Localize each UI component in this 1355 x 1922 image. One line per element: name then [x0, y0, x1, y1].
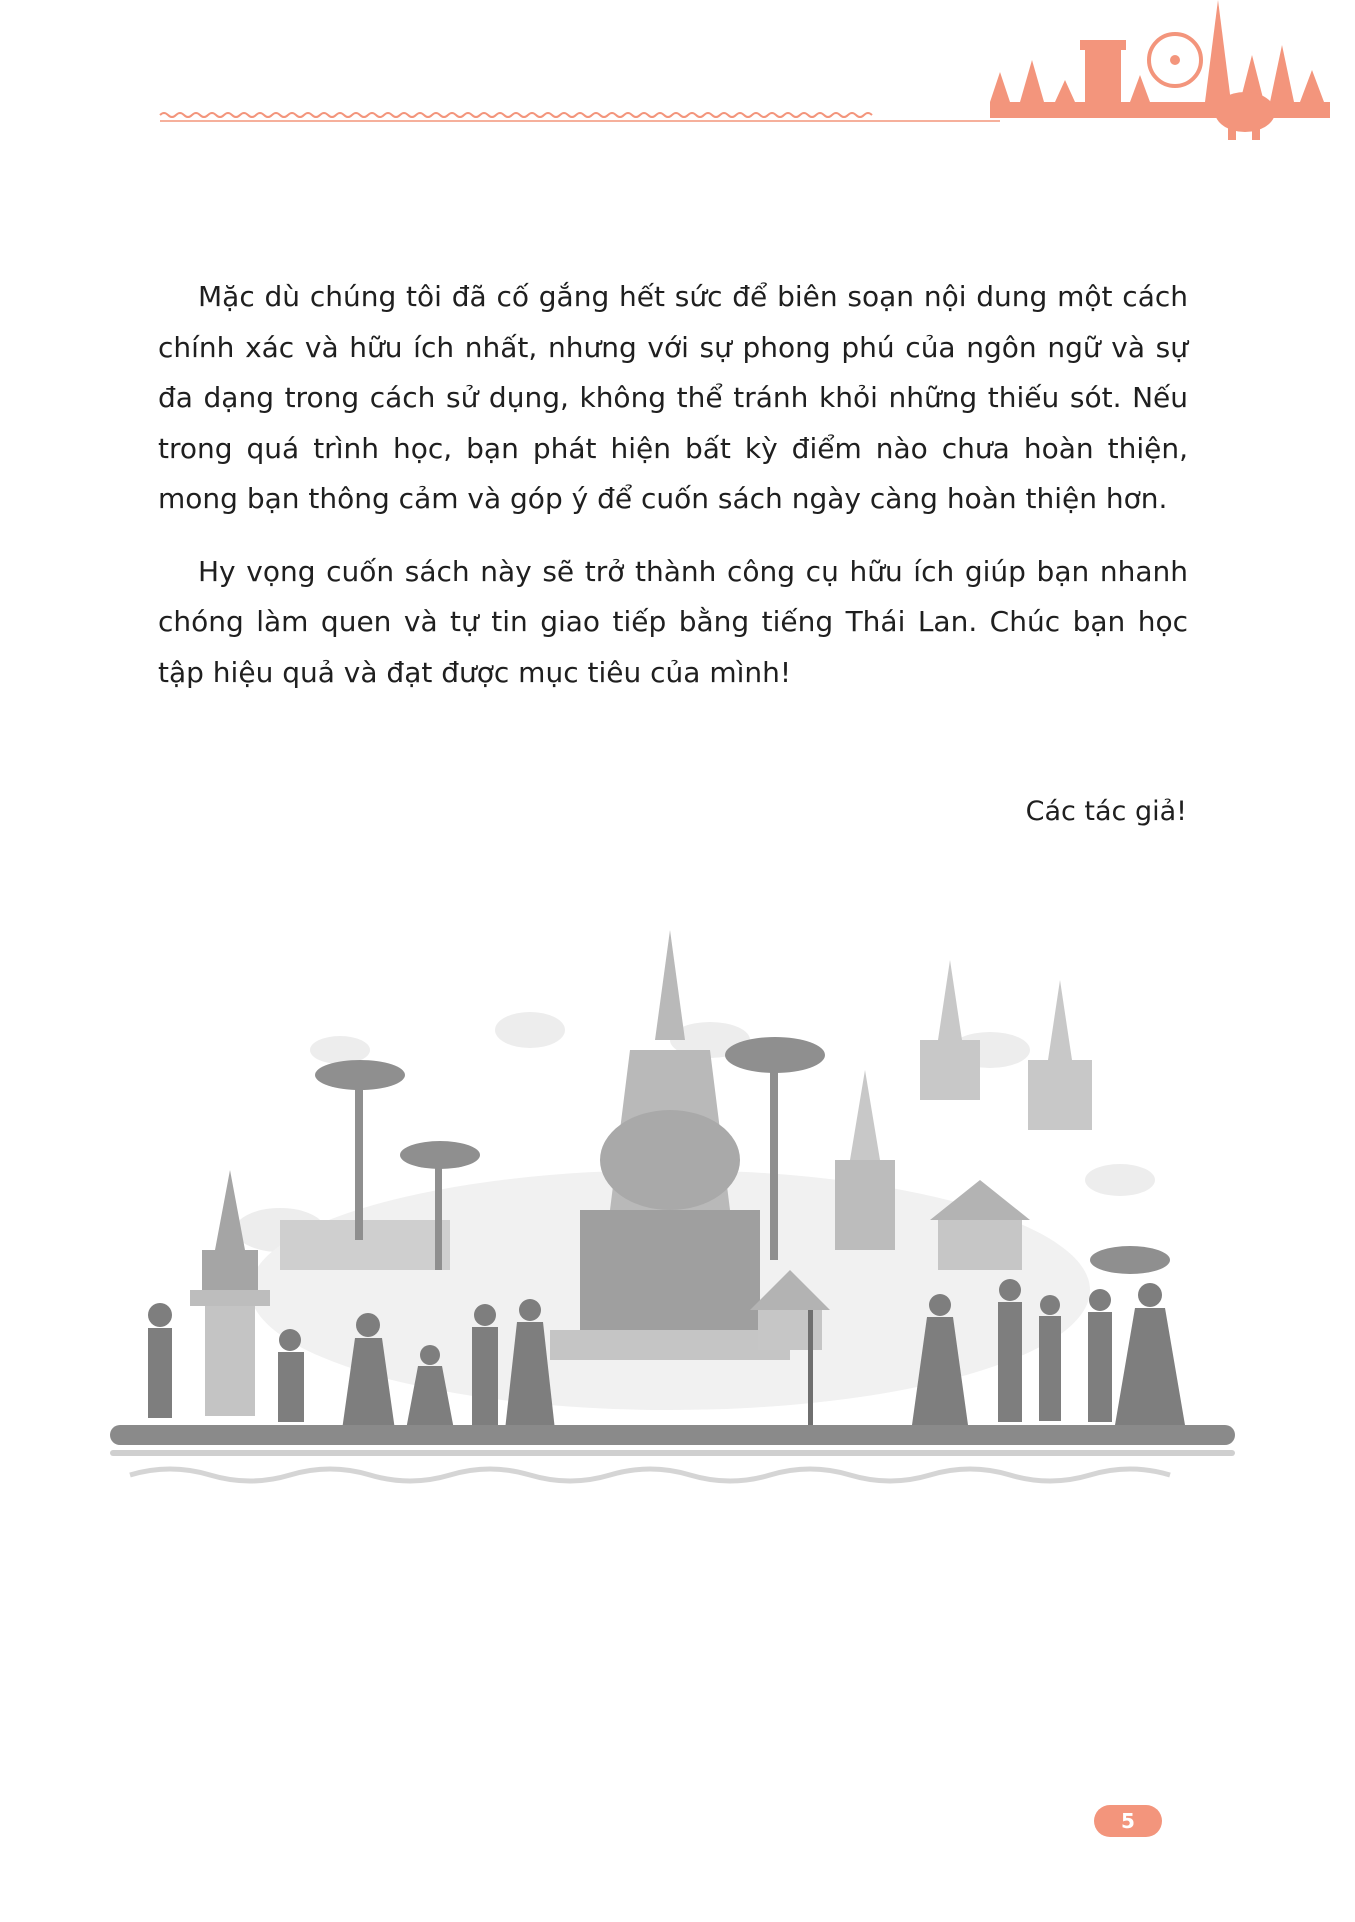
header-thai-skyline-decoration [0, 0, 1355, 150]
paragraph-1: Mặc dù chúng tôi đã cố gắng hết sức để biên soạn nội dung một cách chính xác và hữu ích nhất, nhưng với sự phong phú của ngôn ngữ và sự đa dạng trong cách sử dụng, không thể tránh khỏi những thiếu sót. Nếu trong quá trình học, bạn phát hiện bất kỳ điểm nào chưa hoàn thiện, mong bạn thông cảm và góp ý để cuốn sách ngày càng hoàn thiện hơn. [158, 280, 1188, 515]
signature: Các tác giả! [1025, 796, 1187, 827]
page-number-badge: 5 [1094, 1805, 1162, 1837]
thai-scene-illustration [110, 930, 1240, 1510]
main-text [158, 272, 1188, 720]
header-wave-line [160, 113, 872, 117]
central-stupa-icon [550, 930, 790, 1360]
skyline-icon [990, 0, 1330, 140]
paragraph-2: Hy vọng cuốn sách này sẽ trở thành công cụ hữu ích giúp bạn nhanh chóng làm quen và tự tin giao tiếp bằng tiếng Thái Lan. Chúc bạn học tập hiệu quả và đạt được mục tiêu của mình! [158, 554, 1188, 689]
left-pagoda-icon [190, 1170, 270, 1416]
